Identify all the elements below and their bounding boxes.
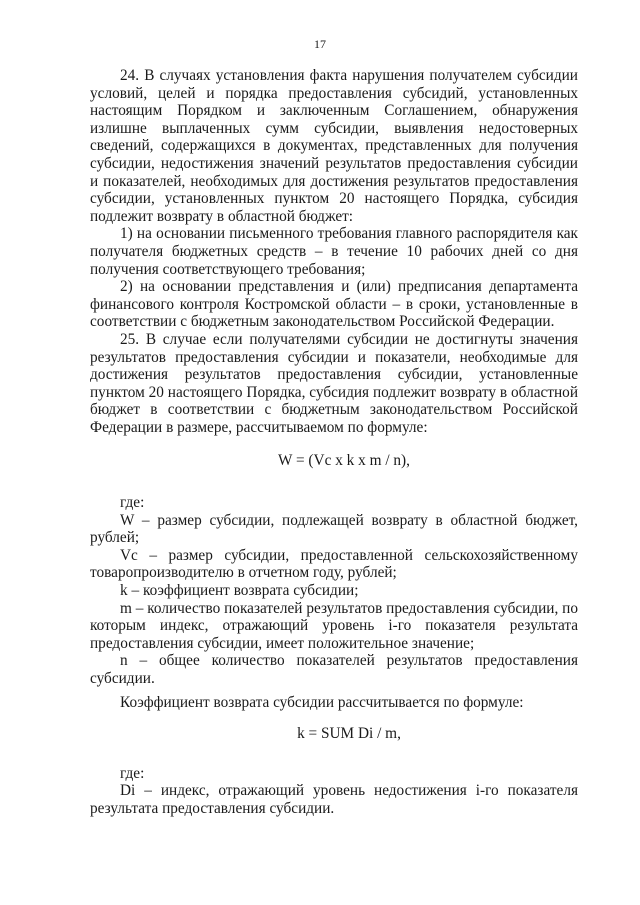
definition-k: k – коэффициент возврата субсидии; bbox=[120, 582, 359, 600]
where-label-2: где: bbox=[120, 764, 145, 782]
paragraph-24-item-1: 1) на основании письменного требования главного распорядителя как получателя бюджетных средств – в течение 10 рабочих дней со дня получения соответствующего требования; bbox=[90, 225, 578, 278]
page-number: 17 bbox=[314, 37, 326, 51]
definition-m: m – количество показателей результатов предоставления субсидии, по которым индекс, отражающий уровень i-го показателя результата предоставления субсидии, имеет положительное значение; bbox=[90, 599, 578, 652]
coefficient-intro: Коэффициент возврата субсидии рассчитывается по формуле: bbox=[120, 693, 524, 711]
where-label: где: bbox=[120, 494, 145, 512]
definition-vc: Vc – размер субсидии, предоставленной сельскохозяйственному товаропроизводителю в отчетном году, рублей; bbox=[90, 546, 578, 582]
document-body bbox=[90, 67, 578, 818]
paragraph-24: 24. В случаях установления факта нарушения получателем субсидии условий, целей и порядка предоставления субсидий, установленных настоящим Порядком и заключенным Соглашением, обнаружения излишне выплаченных сумм субсидии, выявления недостоверных сведений, содержащихся в документах, представленных для получения субсидии, недостижения значений результатов предоставления субсидии и показателей, необходимых для достижения результатов предоставления субсидии, установленных пунктом 20 настоящего Порядка, субсидия подлежит возврату в областной бюджет: bbox=[90, 67, 578, 225]
definition-di: Di – индекс, отражающий уровень недостижения i-го показателя результата предоставления субсидии. bbox=[90, 782, 578, 817]
definition-n: n – общее количество показателей результатов предоставления субсидии. bbox=[90, 652, 578, 687]
paragraph-24-item-2: 2) на основании представления и (или) предписания департамента финансового контроля Костромской области – в сроки, установленные в соответствии с бюджетным законодательством Российской Федерации. bbox=[90, 278, 578, 331]
formula-k: k = SUM Di / m, bbox=[297, 725, 401, 743]
formula-w: W = (Vc x k x m / n), bbox=[278, 452, 410, 470]
paragraph-25: 25. В случае если получателями субсидии не достигнуты значения результатов предоставления субсидии и показатели, необходимые для достижения результатов предоставления субсидии, установленные пунктом 20 настоящего Порядка, субсидия подлежит возврату в областной бюджет в соответствии с бюджетным законодательством Российской Федерации в размере, рассчитываемом по формуле: bbox=[90, 330, 578, 436]
definition-w: W – размер субсидии, подлежащей возврату в областной бюджет, рублей; bbox=[90, 511, 578, 547]
